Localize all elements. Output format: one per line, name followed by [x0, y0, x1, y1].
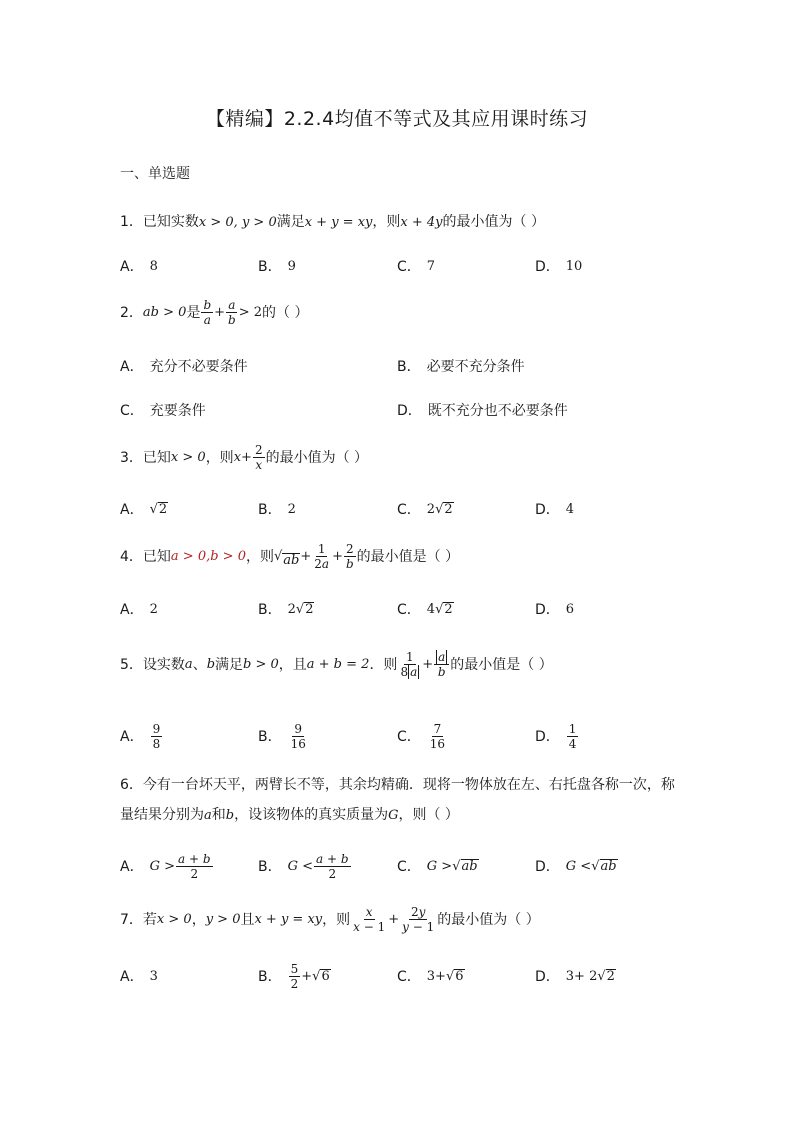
question-5: 5． 设实数 a 、 b 满足 b > 0 ，且 a + b = 2 ．则 $\frac{1}{8 a}$ + $\frac{a}{b}$ 的最小值是（ ） [120, 650, 553, 679]
question-6-options [120, 846, 680, 886]
question-5-options [120, 716, 680, 756]
option-c[interactable]: C． 4 √ 2 [397, 601, 453, 618]
option-c[interactable]: C． $\frac{7}{16}$ [397, 721, 446, 751]
question-2-options-row2 [120, 390, 680, 430]
option-a[interactable]: A． 2 [120, 601, 158, 618]
question-4: 4． 已知 a > 0,b > 0 ，则 √ ab + $\frac{1}{2a}$ + $\frac{2}{b}$ 的最小值是（ ） [120, 542, 460, 571]
option-d[interactable]: D． 6 [535, 601, 575, 618]
option-d[interactable]: D． G < √ ab [535, 858, 617, 875]
question-1: 1．已知实数x > 0, y > 0满足x + y = xy，则x + 4y的最小值为（ ） [120, 214, 545, 230]
fraction: $\frac{1}{8 a}$ [400, 650, 418, 679]
option-c[interactable]: C． 2 √ 2 [397, 501, 453, 518]
question-4-options [120, 589, 680, 629]
option-d[interactable]: D． 既不充分也不必要条件 [397, 403, 568, 419]
option-d[interactable]: D． 3+ 2 √ 2 [535, 968, 615, 985]
option-c[interactable]: C． G > √ ab [397, 858, 478, 875]
option-a[interactable]: A． 3 [120, 968, 158, 985]
option-c[interactable]: C． 充要条件 [120, 403, 206, 419]
fraction: $\frac{x}{x - 1}$ [353, 905, 386, 934]
option-d[interactable]: D． 4 [535, 501, 575, 518]
fraction: $\frac{1}{2a}$ [314, 542, 330, 571]
option-a[interactable]: A． G > $\frac{a + b}{2}$ [120, 851, 211, 881]
fraction: $\frac{2y}{y - 1}$ [402, 905, 435, 934]
fraction: $\frac{a}{b}$ [434, 650, 449, 679]
question-3-options [120, 489, 680, 529]
option-b[interactable]: B． 2 √ 2 [258, 601, 314, 618]
question-7-options [120, 956, 680, 996]
option-b[interactable]: B． 必要不充分条件 [397, 359, 525, 375]
fraction: $\frac{2}{b}$ [345, 542, 354, 571]
option-a[interactable]: A． √ 2 [120, 501, 168, 518]
option-c[interactable]: C． 3+ √ 6 [397, 968, 464, 985]
question-3: 3． 已知 x > 0 ，则 x + $\frac{2}{x}$ 的最小值为（ ） [120, 443, 369, 472]
option-b[interactable]: B． $\frac{5}{2}$ + √ 6 [258, 961, 330, 991]
option-a[interactable]: A． 8 [120, 258, 158, 275]
option-d[interactable]: D． $\frac{1}{4}$ [535, 721, 577, 751]
option-b[interactable]: B． $\frac{9}{16}$ [258, 721, 306, 751]
question-1-options [120, 246, 680, 286]
question-6-line2: 量结果分别为a和b，设该物体的真实质量为G，则（ ） [120, 807, 459, 823]
question-2: 2． ab > 0 是 $\frac{b}{a}$ + $\frac{a}{b}$ > 2 的（ ） [120, 298, 309, 327]
question-6-line1: 6．今有一台坏天平，两臂长不等，其余均精确．现将一物体放在左、右托盘各称一次，称 [120, 777, 675, 793]
fraction: $\frac{a}{b}$ [228, 298, 236, 327]
fraction: $\frac{2}{x}$ [254, 443, 263, 472]
page-title: 【精编】2.2.4均值不等式及其应用课时练习 [205, 108, 589, 130]
section-heading: 一、单选题 [120, 166, 190, 182]
option-c[interactable]: C． 7 [397, 258, 436, 275]
option-b[interactable]: B． 9 [258, 258, 296, 275]
option-b[interactable]: B． G < $\frac{a + b}{2}$ [258, 851, 349, 881]
option-a[interactable]: A． 充分不必要条件 [120, 359, 248, 375]
question-2-options-row1 [120, 346, 680, 386]
option-d[interactable]: D． 10 [535, 258, 583, 275]
question-7: 7． 若 x > 0 ， y > 0 且 x + y = xy ，则 $\frac{x}{x - 1}$ + $\frac{2y}{y - 1}$ 的最小值为（ ） [120, 905, 540, 934]
option-a[interactable]: A． $\frac{9}{8}$ [120, 721, 161, 751]
option-b[interactable]: B． 2 [258, 501, 296, 518]
fraction: $\frac{b}{a}$ [203, 298, 212, 327]
